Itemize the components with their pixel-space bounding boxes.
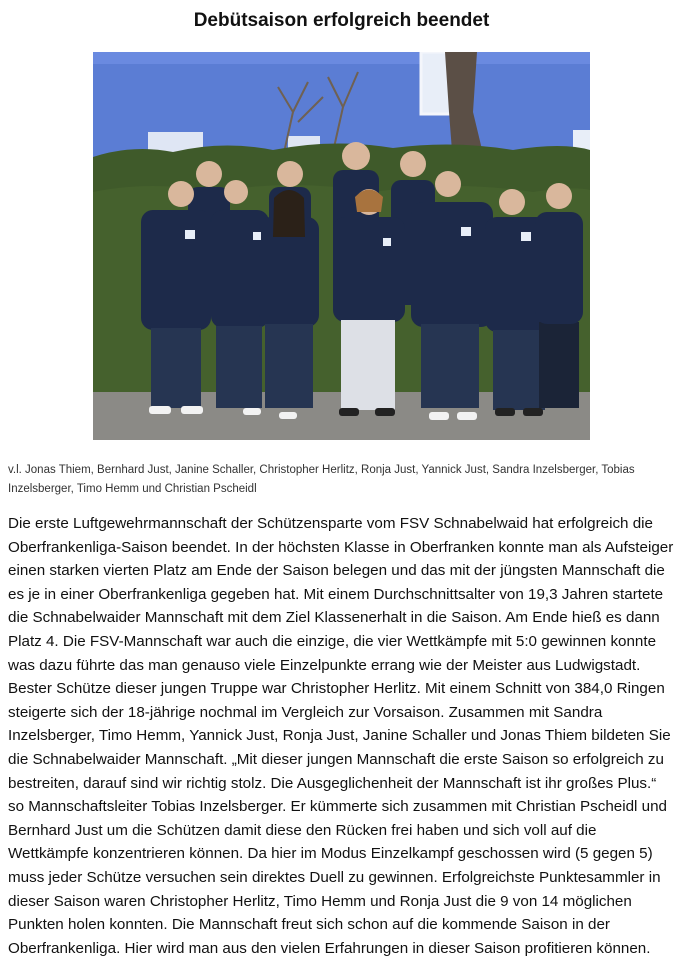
- photo-caption: v.l. Jonas Thiem, Bernhard Just, Janine Schaller, Christopher Herlitz, Ronja Just, Yannick Just, Sandra Inzelsberger, Tobias Inzelsberger, Timo Hemm und Christian Pscheidl: [8, 464, 635, 495]
- article-body: Die erste Luftgewehrmannschaft der Schützensparte vom FSV Schnabelwaid hat erfolgreich die Oberfrankenliga-Saison beendet. In der höchsten Klasse in Oberfranken konnte man als Aufsteiger einen starken vierten Platz am Ende der Saison belegen und das mit der jüngsten Mannschaft die es je in einer Oberfrankenliga gegeben hat. Mit einem Durchschnittsalter von 19,3 Jahren startete die Schnabelwaider Mannschaft mit dem Ziel Klassenerhalt in die Saison. Am Ende hieß es dann Platz 4. Die FSV-Mannschaft war auch die einzige, die vier Wettkämpfe mit 5:0 gewinnen konnte was dazu führte das man genauso viele Einzelpunkte errang wie der Meister aus Ludwigstadt. Bester Schütze dieser jungen Truppe war Christopher Herlitz. Mit einem Schnitt von 384,0 Ringen steigerte sich der 18-jährige nochmal im Vergleich zur Vorsaison. Zusammen mit Sandra Inzelsberger, Timo Hemm, Yannick Just, Ronja Just, Janine Schaller und Jonas Thiem bildeten Sie die Schnabelwaider Mannschaft. „Mit dieser jungen Mannschaft die erste Saison so erfolgreich zu bestreiten, darauf sind wir richtig stolz. Die Ausgeglichenheit der Mannschaft ist ihr großes Plus.“ so Mannschaftsleiter Tobias Inzelsberger. Er kümmerte sich zusammen mit Christian Pscheidl und Bernhard Just um die Schützen damit diese den Rücken frei haben und sich voll auf die Wettkämpfe konzentrieren können. Da hier im Modus Einzelkampf geschossen wird (5 gegen 5) muss jeder Schütze versuchen sein direktes Duell zu gewinnen. Erfolgreichste Punktesammler in dieser Saison waren Christopher Herlitz, Timo Hemm und Ronja Just die 9 von 14 möglichen Punkten holen konnten. Die Mannschaft freut sich schon auf die kommende Saison in der Oberfrankenliga. Hier wird man aus den vielen Erfahrungen in dieser Saison profitieren können.: [8, 515, 674, 957]
- article-title: Debütsaison erfolgreich beendet: [193, 10, 490, 31]
- team-photo: [93, 52, 590, 440]
